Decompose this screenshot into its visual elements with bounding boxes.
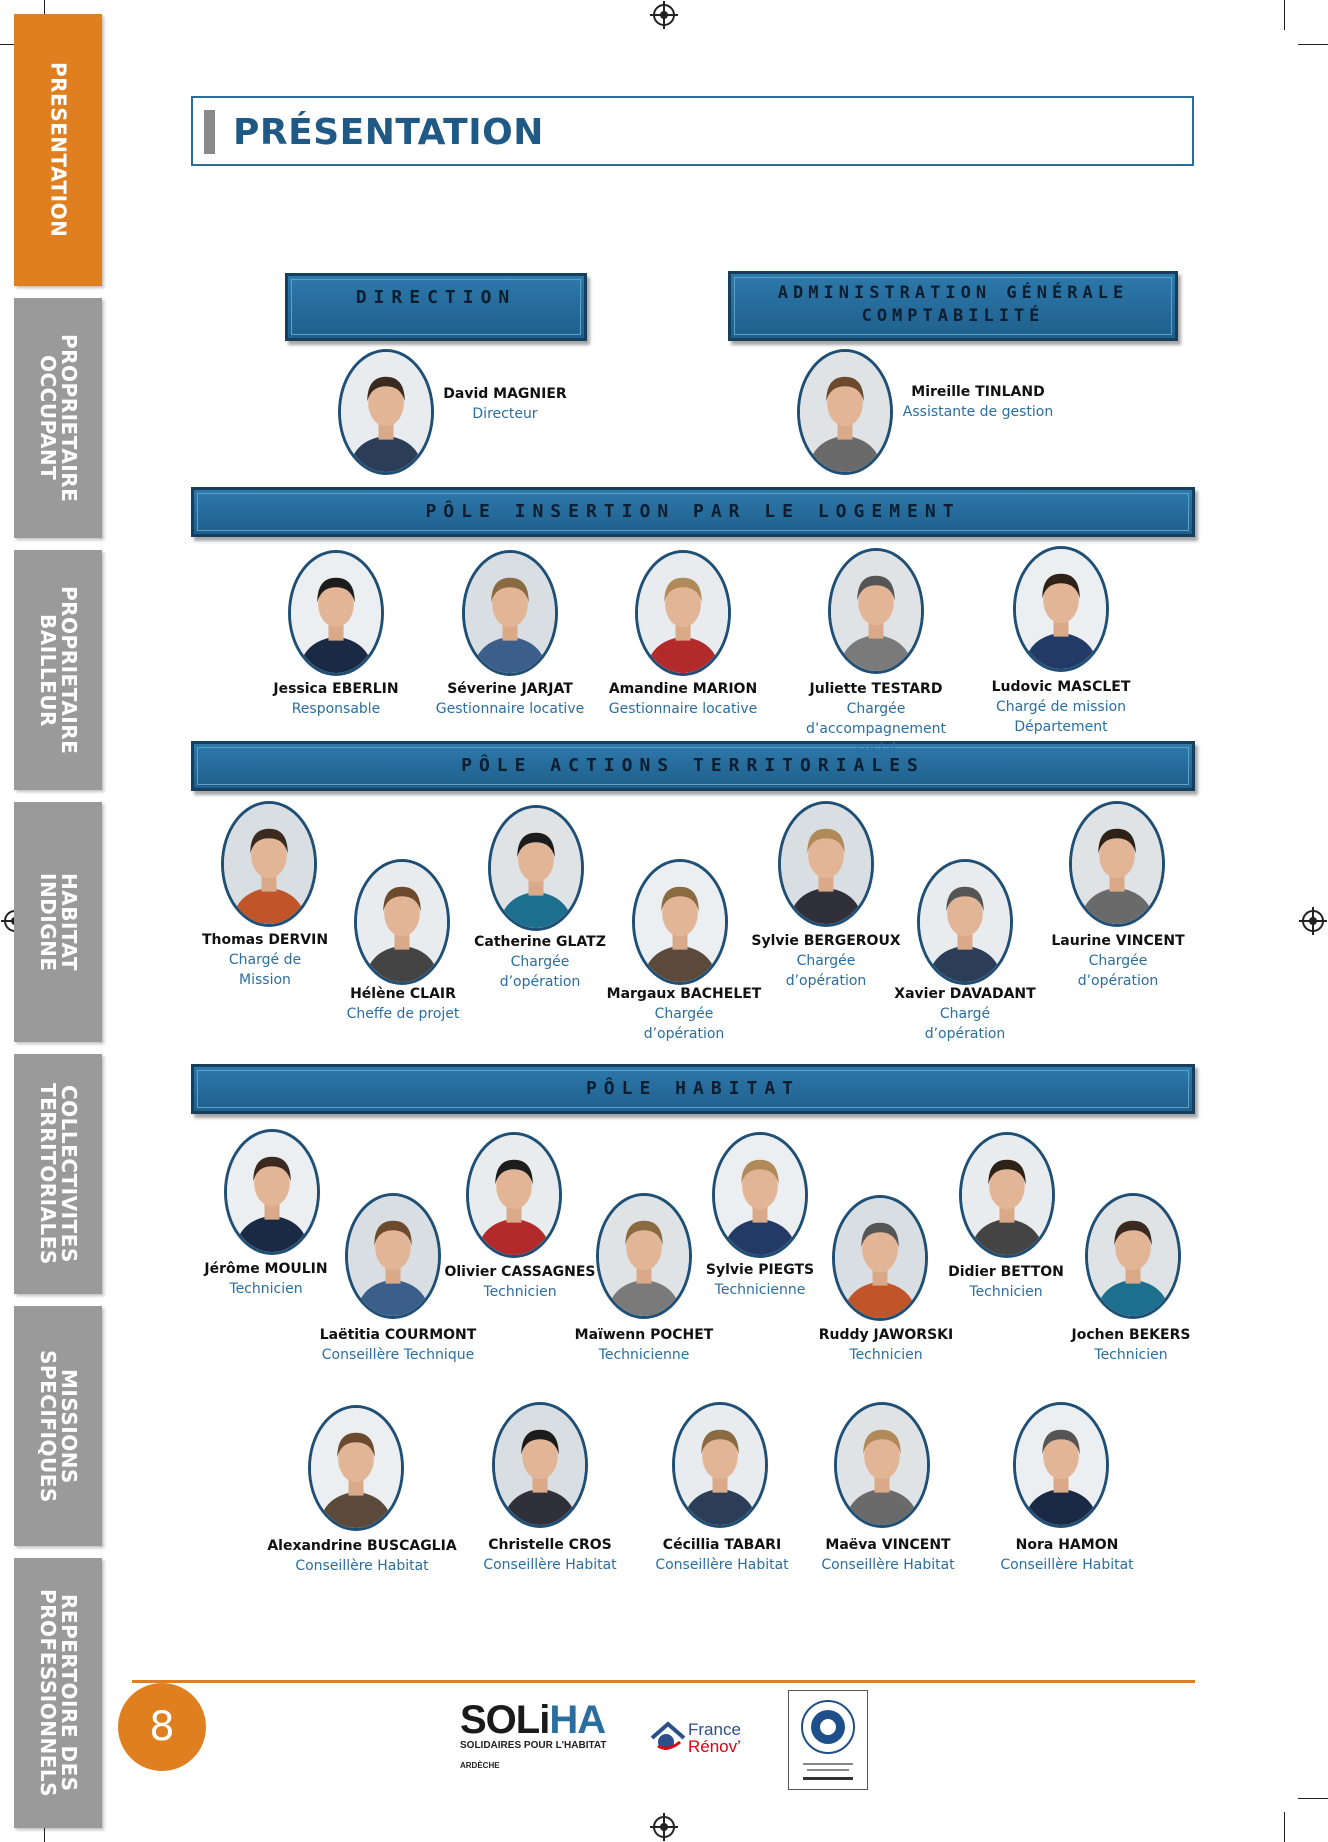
staff-card [906,1263,1106,1302]
staff-name: Didier BETTON [948,1264,1064,1280]
tab-label: PRESENTATION [46,62,71,238]
staff-card [166,1260,366,1299]
header-label: ADMINISTRATION GÉNÉRALE [777,283,1129,303]
crop-mark [1298,44,1328,45]
staff-role: Assistante de gestion [902,404,1054,420]
france-renov-logo [648,1712,758,1772]
staff-card [1031,1326,1231,1365]
avatar-maeva-vincent [834,1402,930,1528]
avatar-sylvie-bergeroux [778,801,874,927]
staff-role: Chargée d’accompagnement social [806,701,946,757]
avatar-cecillia-tabari [672,1402,768,1528]
staff-role: Technicien [969,1284,1043,1300]
staff-role: Technicienne [714,1282,806,1298]
staff-name: Margaux BACHELET [606,986,762,1002]
tab-proprietaire-bailleur[interactable] [14,550,102,790]
staff-card [450,1536,650,1575]
avatar-jerome-moulin [224,1129,320,1255]
staff-name: Laëtitia COURMONT [319,1327,477,1343]
avatar-juliette-testard [828,548,924,674]
avatar-sylvie-piegts [712,1132,808,1258]
header-label: PÔLE HABITAT [585,1078,801,1099]
tab-proprietaire-occupant[interactable] [14,298,102,538]
staff-name: Sylvie BERGEROUX [751,933,901,949]
avatar-jochen-bekers [1085,1193,1181,1319]
crop-mark [1284,0,1285,30]
avatar-alexandrine-buscaglia [308,1405,404,1531]
page-number: 8 [118,1683,206,1771]
tab-habitat-indigne[interactable] [14,802,102,1042]
staff-role: Responsable [291,701,381,717]
logo-text: HA [549,1698,606,1742]
staff-card [262,1537,462,1576]
staff-role: Chargée d’opération [1077,953,1159,989]
staff-card [420,1263,620,1302]
staff-card [865,985,1065,1044]
label-seal [788,1690,868,1790]
header-label: DIRECTION [355,287,517,308]
staff-role: Conseillère Habitat [1000,1557,1134,1573]
staff-card [786,1326,986,1365]
staff-card [1018,932,1218,991]
tab-presentation[interactable] [14,14,102,286]
house-icon [648,1716,688,1756]
staff-role: Technicien [849,1347,923,1363]
avatar-didier-betton [959,1132,1055,1258]
seal-icon [789,1691,867,1789]
registration-mark-icon [1302,910,1324,932]
staff-role: Technicien [1094,1347,1168,1363]
staff-card [165,931,365,990]
avatar-helene-clair [354,859,450,985]
avatar-amandine-marion [635,550,731,676]
avatar-olivier-cassagnes [466,1132,562,1258]
staff-role: Conseillère Habitat [483,1557,617,1573]
tab-label: PROPRIETAIRE OCCUPANT [36,333,81,503]
staff-card [544,1326,744,1365]
tab-label: MISSIONS SPECIFIQUES [36,1349,81,1503]
staff-name: Mireille TINLAND [911,384,1045,400]
avatar-nora-hamon [1013,1402,1109,1528]
staff-name: Sylvie PIEGTS [705,1262,815,1278]
title-accent-bar [204,110,215,154]
staff-card [660,1261,860,1300]
staff-card [961,678,1161,737]
crop-mark [1284,1812,1285,1842]
avatar-christelle-cros [492,1402,588,1528]
registration-mark-icon [653,4,675,26]
page-title: PRÉSENTATION [233,112,544,153]
avatar-margaux-bachelet [632,859,728,985]
staff-card [410,680,610,719]
avatar-ludovic-masclet [1013,546,1109,672]
staff-name: Maïwenn POCHET [574,1327,714,1343]
staff-card [583,680,783,719]
staff-name: Ludovic MASCLET [991,679,1131,695]
staff-role: Cheffe de projet [346,1006,460,1022]
staff-card [878,383,1078,422]
staff-role: Technicien [483,1284,557,1300]
staff-name: Alexandrine BUSCAGLIA [267,1538,457,1554]
tab-missions-specifiques[interactable] [14,1306,102,1546]
staff-name: Amandine MARION [608,681,758,697]
staff-name: Cécillia TABARI [662,1537,782,1553]
section-header-habitat [191,1064,1195,1114]
logo-text: SOLi [460,1698,550,1742]
tab-label: REPERTOIRE DES PROFESSIONNELS [36,1588,81,1798]
avatar-catherine-glatz [488,805,584,931]
logo-text: France [688,1720,741,1739]
tab-label: COLLECTIVITES TERRITORIALES [36,1083,81,1265]
logo-department: ARDÈCHE [460,1761,500,1770]
staff-role: Gestionnaire locative [435,701,585,717]
staff-role: Technicien [229,1281,303,1297]
staff-role: Chargé de mission Département [995,699,1127,735]
logo-text: Rénov’ [688,1737,741,1756]
staff-name: Maëva VINCENT [825,1537,951,1553]
section-header-insertion [191,487,1195,537]
tab-collectivites-territoriales[interactable] [14,1054,102,1294]
staff-card [584,985,784,1044]
staff-card [967,1536,1167,1575]
page-title-box [191,96,1194,166]
footer-rule [132,1680,1195,1683]
staff-card [788,1536,988,1575]
avatar-ruddy-jaworski [832,1195,928,1321]
header-label: PÔLE ACTIONS TERRITORIALES [461,755,925,776]
avatar-jessica-eberlin [288,550,384,676]
staff-role: Chargée d’opération [643,1006,725,1042]
staff-name: Ruddy JAWORSKI [818,1327,954,1343]
tab-repertoire-professionnels[interactable] [14,1558,102,1828]
staff-card [236,680,436,719]
staff-card [298,1326,498,1365]
staff-role: Technicienne [598,1347,690,1363]
staff-name: Xavier DAVADANT [894,986,1036,1002]
staff-role: Chargée d’opération [785,953,867,989]
avatar-severine-jarjat [462,550,558,676]
staff-card [405,385,605,424]
logo-tagline: SOLIDAIRES POUR L'HABITAT [460,1740,607,1751]
staff-name: David MAGNIER [443,386,567,402]
staff-role: Gestionnaire locative [608,701,758,717]
crop-mark [1298,1798,1328,1799]
staff-role: Directeur [472,406,538,422]
staff-name: Jérôme MOULIN [204,1261,328,1277]
section-header-actions [191,741,1195,791]
header-label: COMPTABILITÉ [861,306,1045,326]
staff-card [726,932,926,991]
registration-mark-icon [653,1816,675,1838]
staff-card [776,680,976,759]
staff-role: Conseillère Technique [321,1347,475,1363]
staff-name: Christelle CROS [488,1537,612,1553]
staff-name: Hélène CLAIR [350,986,456,1002]
staff-role: Chargée d’opération [499,954,581,990]
tab-label: HABITAT INDIGNE [36,872,81,972]
section-header-administration [728,271,1178,341]
soliha-logo [460,1698,620,1770]
staff-name: Juliette TESTARD [809,681,943,697]
staff-card [440,933,640,992]
staff-name: Séverine JARJAT [447,681,573,697]
header-label: PÔLE INSERTION PAR LE LOGEMENT [425,501,961,522]
staff-name: Olivier CASSAGNES [444,1264,596,1280]
staff-name: Jochen BEKERS [1071,1327,1191,1343]
staff-role: Chargé d’opération [924,1006,1006,1042]
staff-name: Thomas DERVIN [201,932,329,948]
section-header-direction [285,273,587,341]
staff-name: Laurine VINCENT [1051,933,1185,949]
avatar-xavier-davadant [917,859,1013,985]
avatar-laurine-vincent [1069,801,1165,927]
staff-role: Chargé de Mission [228,952,302,988]
staff-name: Jessica EBERLIN [273,681,399,697]
staff-name: Nora HAMON [1015,1537,1119,1553]
tab-label: PROPRIETAIRE BAILLEUR [36,585,81,755]
avatar-maiwenn-pochet [596,1193,692,1319]
staff-role: Conseillère Habitat [821,1557,955,1573]
staff-name: Catherine GLATZ [474,934,606,950]
staff-role: Conseillère Habitat [655,1557,789,1573]
avatar-thomas-dervin [221,801,317,927]
staff-role: Conseillère Habitat [295,1558,429,1574]
